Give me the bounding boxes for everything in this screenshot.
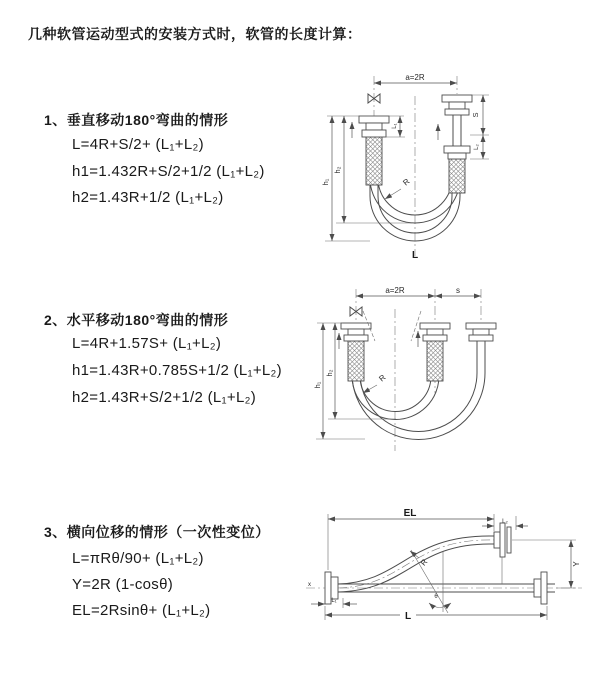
hose-curves bbox=[370, 144, 460, 241]
section-1-heading: 1、垂直移动180°弯曲的情形 bbox=[44, 112, 229, 128]
dim-label-s: s bbox=[456, 286, 460, 295]
flange-fitting bbox=[534, 572, 547, 604]
formula-L-section3: L=πRθ/90+ (L₁+L₂) bbox=[72, 550, 204, 567]
dim-label-el: EL bbox=[403, 508, 417, 519]
dim-label-y: Y bbox=[572, 561, 581, 567]
formula-L-section1: L=4R+S/2+ (L₁+L₂) bbox=[72, 136, 204, 153]
dim-label-a2r: a=2R bbox=[405, 73, 425, 82]
length-label: L bbox=[404, 611, 412, 622]
radius-label: R bbox=[418, 557, 430, 568]
dimension-l bbox=[325, 606, 547, 622]
flange-fitting bbox=[494, 523, 511, 557]
braided-hose-section bbox=[366, 137, 465, 193]
formula-EL-section3: EL=2Rsinθ+ (L₁+L₂) bbox=[72, 602, 211, 619]
formula-h1-section2: h1=1.43R+0.785S+1/2 (L₁+L₂) bbox=[72, 362, 282, 379]
radius-leader bbox=[363, 373, 388, 393]
center-mark: x bbox=[308, 582, 311, 588]
dim-label-h1: h₁ bbox=[313, 381, 322, 389]
dim-label-h2: h₂ bbox=[325, 369, 334, 377]
flange-fitting bbox=[466, 323, 496, 349]
section-3-heading: 3、横向位移的情形（一次性变位） bbox=[44, 524, 270, 540]
dimension-s-l2 bbox=[470, 95, 489, 159]
hose-curves bbox=[352, 349, 485, 440]
dim-label-l1: L₁ bbox=[392, 123, 398, 129]
flange-fitting bbox=[359, 116, 389, 137]
dimension-el bbox=[328, 508, 494, 570]
formula-L-section2: L=4R+1.57S+ (L₁+L₂) bbox=[72, 335, 222, 352]
dimension-l1 bbox=[311, 598, 357, 608]
radius-label: R bbox=[401, 176, 412, 188]
dim-label-h2: h₂ bbox=[333, 166, 342, 174]
flange-fitting bbox=[341, 323, 371, 341]
page-title: 几种软管运动型式的安装方式时，软管的长度计算： bbox=[28, 26, 362, 42]
dimension-a2r bbox=[374, 73, 457, 83]
dim-label-s: S bbox=[471, 112, 480, 118]
dim-label-h1: h₁ bbox=[321, 178, 330, 186]
radius-leader bbox=[385, 177, 412, 199]
angle-label: θ bbox=[434, 594, 438, 600]
diagram-vertical-180-bend bbox=[312, 70, 592, 266]
formula-Y-section3: Y=2R (1-cosθ) bbox=[72, 576, 174, 593]
diagram-lateral-displacement bbox=[298, 500, 600, 650]
radius-label: R bbox=[377, 372, 388, 384]
leader-dash bbox=[411, 311, 421, 341]
dim-label-l1: L₁ bbox=[331, 598, 337, 604]
formula-h2-section1: h2=1.43R+1/2 (L₁+L₂) bbox=[72, 189, 224, 206]
flange-fitting bbox=[420, 323, 450, 341]
dim-label-l2: L₂ bbox=[474, 144, 480, 150]
length-label: L bbox=[411, 250, 419, 261]
section-2-heading: 2、水平移动180°弯曲的情形 bbox=[44, 312, 229, 328]
formula-h1-section1: h1=1.432R+S/2+1/2 (L₁+L₂) bbox=[72, 163, 265, 180]
braided-hose-section bbox=[348, 341, 443, 381]
dim-label-a2r: a=2R bbox=[385, 286, 405, 295]
formula-h2-section2: h2=1.43R+S/2+1/2 (L₁+L₂) bbox=[72, 389, 257, 406]
dim-label-l2: L₂ bbox=[502, 519, 508, 525]
dimension-a2r-s bbox=[356, 286, 481, 296]
diagram-horizontal-180-bend bbox=[305, 283, 600, 463]
flange-fitting bbox=[442, 95, 472, 159]
